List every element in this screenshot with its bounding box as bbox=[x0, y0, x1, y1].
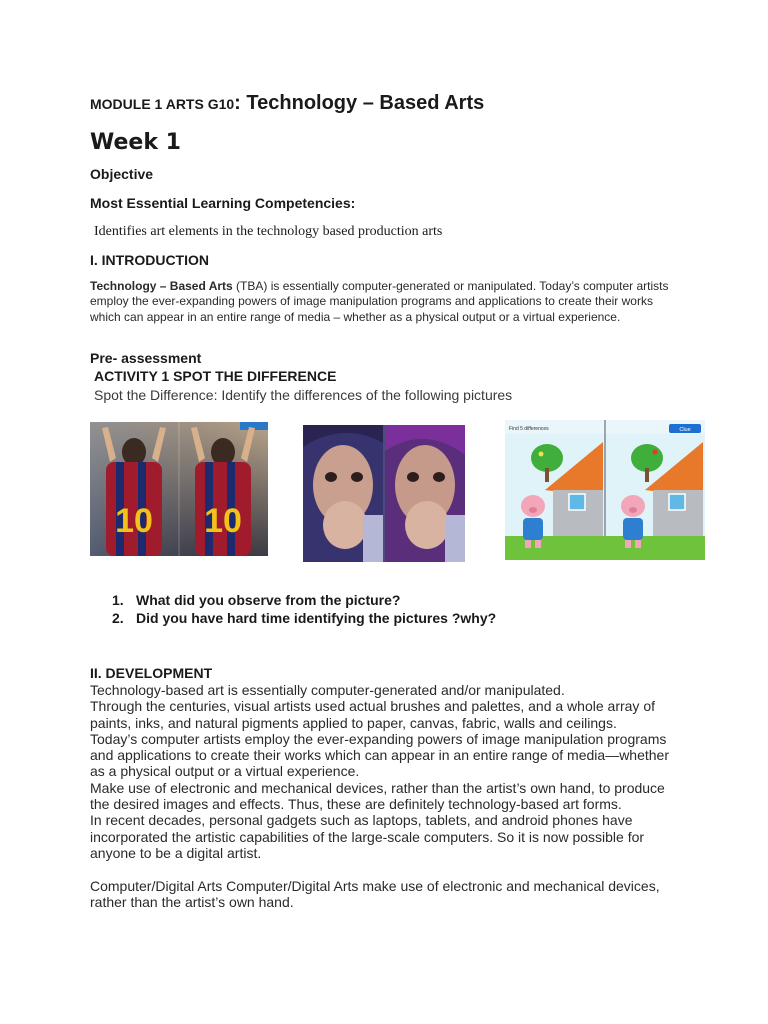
introduction-paragraph bbox=[90, 279, 670, 325]
intro-text: (TBA) is essentially computer-generated or manipulated. Today’s computer artists employ the ever-expanding powers of image manipulation programs and applications to create their works which can appear in an entire range of media – whether as a physical output or a virtual experience. bbox=[90, 279, 669, 324]
development-line: Make use of electronic and mechanical devices, rather than the artist’s own hand, to produce the desired images and effects. Thus, these are definitely technology-based art forms. bbox=[90, 779, 665, 813]
development-line: In recent decades, personal gadgets such as laptops, tablets, and android phones have incorporated the artistic capabilities of the large-scale computers. So it is now possible for anyone to be a digital artist. bbox=[90, 812, 645, 861]
preassessment-heading: Pre- assessment bbox=[90, 350, 202, 366]
development-line: Technology-based art is essentially computer-generated and/or manipulated. bbox=[90, 682, 565, 698]
competency-heading: Most Essential Learning Competencies: bbox=[90, 195, 356, 211]
activity-instruction: Spot the Difference: Identify the differences of the following pictures bbox=[94, 387, 513, 403]
development-line: Through the centuries, visual artists used actual brushes and palettes, and a whole array of paints, inks, and natural pigments applied to paper, canvas, fabric, walls and ceilings. bbox=[90, 698, 655, 731]
spot-difference-image-baby bbox=[303, 425, 465, 562]
baby-left bbox=[303, 425, 383, 562]
spot-difference-image-cartoon bbox=[505, 420, 705, 560]
question-2-text: Did you have hard time identifying the pictures ?why? bbox=[136, 610, 497, 626]
spot-difference-image-football bbox=[90, 422, 268, 556]
development-body bbox=[90, 682, 680, 861]
svg-text:Find 5 differences: Find 5 differences bbox=[509, 426, 549, 432]
competency-text: Identifies art elements in the technology based production arts bbox=[94, 224, 443, 239]
player-right bbox=[191, 427, 255, 556]
module-prefix: MODULE 1 ARTS G10 bbox=[90, 96, 235, 112]
question-1-text: What did you observe from the picture? bbox=[136, 592, 401, 608]
question-2 bbox=[112, 610, 496, 626]
activity-heading: ACTIVITY 1 SPOT THE DIFFERENCE bbox=[94, 368, 337, 384]
development-line: Today’s computer artists employ the ever-expanding powers of image manipulation programs and applications to create their works which can appear in an entire range of media—whether as a physical output or a virtual experience. bbox=[90, 730, 669, 780]
objective-heading: Objective bbox=[90, 166, 154, 182]
module-title-line bbox=[90, 92, 484, 115]
svg-text:Clue: Clue bbox=[679, 427, 691, 433]
week-heading: Week 1 bbox=[90, 130, 181, 155]
svg-text:10: 10 bbox=[115, 502, 153, 540]
development-heading: II. DEVELOPMENT bbox=[90, 665, 213, 681]
player-left bbox=[102, 427, 166, 556]
question-1-number: 1. bbox=[112, 592, 124, 608]
svg-text:10: 10 bbox=[204, 502, 242, 540]
baby-right bbox=[385, 425, 465, 562]
development-closing: Computer/Digital Arts Computer/Digital Arts make use of electronic and mechanical devices, rather than the artist’s own hand. bbox=[90, 878, 660, 911]
question-1 bbox=[112, 592, 400, 608]
module-title: Technology – Based Arts bbox=[240, 92, 485, 114]
introduction-heading: I. INTRODUCTION bbox=[90, 252, 209, 268]
intro-term: Technology – Based Arts bbox=[90, 279, 233, 293]
title-colon: : bbox=[234, 92, 241, 114]
question-2-number: 2. bbox=[112, 610, 124, 626]
